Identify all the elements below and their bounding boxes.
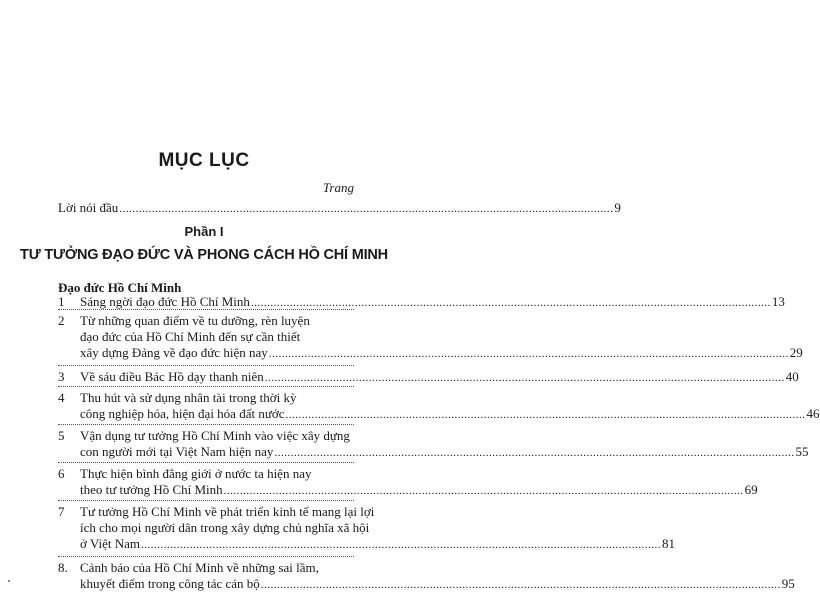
toc-entry-line: đạo đức của Hồ Chí Minh đến sự cần thiết: [80, 329, 301, 344]
toc-entry-last-line: [80, 345, 803, 362]
dot-leader: ................................................................................................................................................................: [250, 297, 771, 309]
toc-entry-page: 95: [781, 576, 795, 591]
dot-leader: ................................................................................................................................................................: [285, 409, 806, 421]
scan-speck: [8, 580, 10, 582]
toc-heading: MỤC LỤC: [158, 150, 250, 171]
toc-entry-line: khuyết điểm trong công tác cán bộ: [80, 576, 260, 591]
toc-entry-last-line: [80, 536, 676, 553]
toc-entry-line: Sáng ngời đạo đức Hồ Chí Minh: [80, 294, 250, 309]
toc-entry-page: 55: [795, 444, 809, 459]
toc-entry-last-line: [80, 576, 795, 593]
toc-entry-page: 81: [662, 536, 676, 551]
toc-entry-body: [80, 504, 676, 553]
toc-entry-line: con người mới tại Việt Nam hiện nay: [80, 444, 274, 459]
toc-entry-line: xây dựng Đảng về đạo đức hiện nay: [80, 345, 268, 360]
toc-entry-page: 46: [806, 406, 820, 421]
dot-leader: ................................................................................................................................................................: [260, 579, 781, 591]
dot-leader: ................................................................................................................................................................: [223, 485, 744, 497]
toc-entry-body: [80, 466, 758, 499]
toc-entry-number: 8.: [58, 560, 68, 575]
toc-row-divider: [58, 556, 354, 557]
toc-entry-number: 1: [58, 294, 65, 309]
toc-row-divider: [58, 462, 354, 463]
toc-entry-number: 5: [58, 428, 65, 443]
toc-row-title: Lời nói đầu: [58, 200, 119, 215]
toc-entry-body: [80, 313, 803, 362]
toc-row-divider: [58, 424, 354, 425]
part-label: Phần I: [184, 224, 224, 239]
toc-entry-body: [80, 369, 799, 386]
toc-entry-last-line: [80, 406, 820, 423]
toc-entry-line: Từ những quan điểm về tu dưỡng, rèn luyện: [80, 313, 310, 328]
dot-leader: ........................................................................................................................................................: [119, 203, 614, 215]
toc-entry-number: 7: [58, 504, 65, 519]
toc-entry-page: 40: [785, 369, 799, 384]
toc-row-divider: [58, 365, 354, 366]
toc-entry-line: công nghiệp hóa, hiện đại hóa đất nước: [80, 406, 285, 421]
toc-entry-line: Tư tưởng Hồ Chí Minh về phát triển kinh tế mang lại lợi: [80, 504, 375, 519]
toc-entry-line: Vận dụng tư tưởng Hồ Chí Minh vào việc xây dựng: [80, 428, 350, 443]
toc-row-page: 9: [614, 200, 621, 215]
toc-entry-line: Thu hút và sử dụng nhân tài trong thời kỳ: [80, 390, 297, 405]
toc-row-divider: [58, 500, 354, 501]
part-title: TƯ TƯỞNG ĐẠO ĐỨC VÀ PHONG CÁCH HỒ CHÍ MINH: [20, 247, 388, 263]
dot-leader: ................................................................................................................................................................: [141, 539, 662, 551]
toc-row-preface[interactable]: [58, 200, 621, 217]
toc-entry-number: 3: [58, 369, 65, 384]
toc-entry-last-line: [80, 444, 809, 461]
toc-entry-body: [80, 428, 809, 461]
toc-entry-last-line: [80, 369, 799, 386]
toc-entry-body: [80, 390, 820, 423]
dot-leader: ................................................................................................................................................................: [268, 348, 789, 360]
toc-entry-body: [80, 560, 795, 593]
toc-entry-last-line: [80, 482, 758, 499]
toc-entry-line: Cảnh báo của Hồ Chí Minh về những sai lầm,: [80, 560, 319, 575]
toc-row-divider: [58, 309, 354, 310]
toc-entry-line: theo tư tưởng Hồ Chí Minh: [80, 482, 223, 497]
toc-row-divider: [58, 386, 354, 387]
section-title: Đạo đức Hồ Chí Minh: [58, 280, 182, 295]
dot-leader: ................................................................................................................................................................: [274, 447, 795, 459]
dot-leader: ................................................................................................................................................................: [264, 372, 785, 384]
page-column-label: Trang: [322, 180, 354, 195]
toc-entry-page: 29: [789, 345, 803, 360]
toc-entry-line: ở Việt Nam: [80, 536, 141, 551]
toc-entry-line: Về sáu điều Bác Hồ dạy thanh niên: [80, 369, 264, 384]
toc-entry-number: 6: [58, 466, 65, 481]
toc-entry-number: 2: [58, 313, 65, 328]
toc-entry-line: ích cho mọi người dân trong xây dựng chủ nghĩa xã hội: [80, 520, 370, 535]
toc-entry-page: 69: [744, 482, 758, 497]
toc-entry-page: 13: [771, 294, 785, 309]
toc-entry-number: 4: [58, 390, 65, 405]
toc-entry-line: Thực hiện bình đẳng giới ở nước ta hiện nay: [80, 466, 312, 481]
